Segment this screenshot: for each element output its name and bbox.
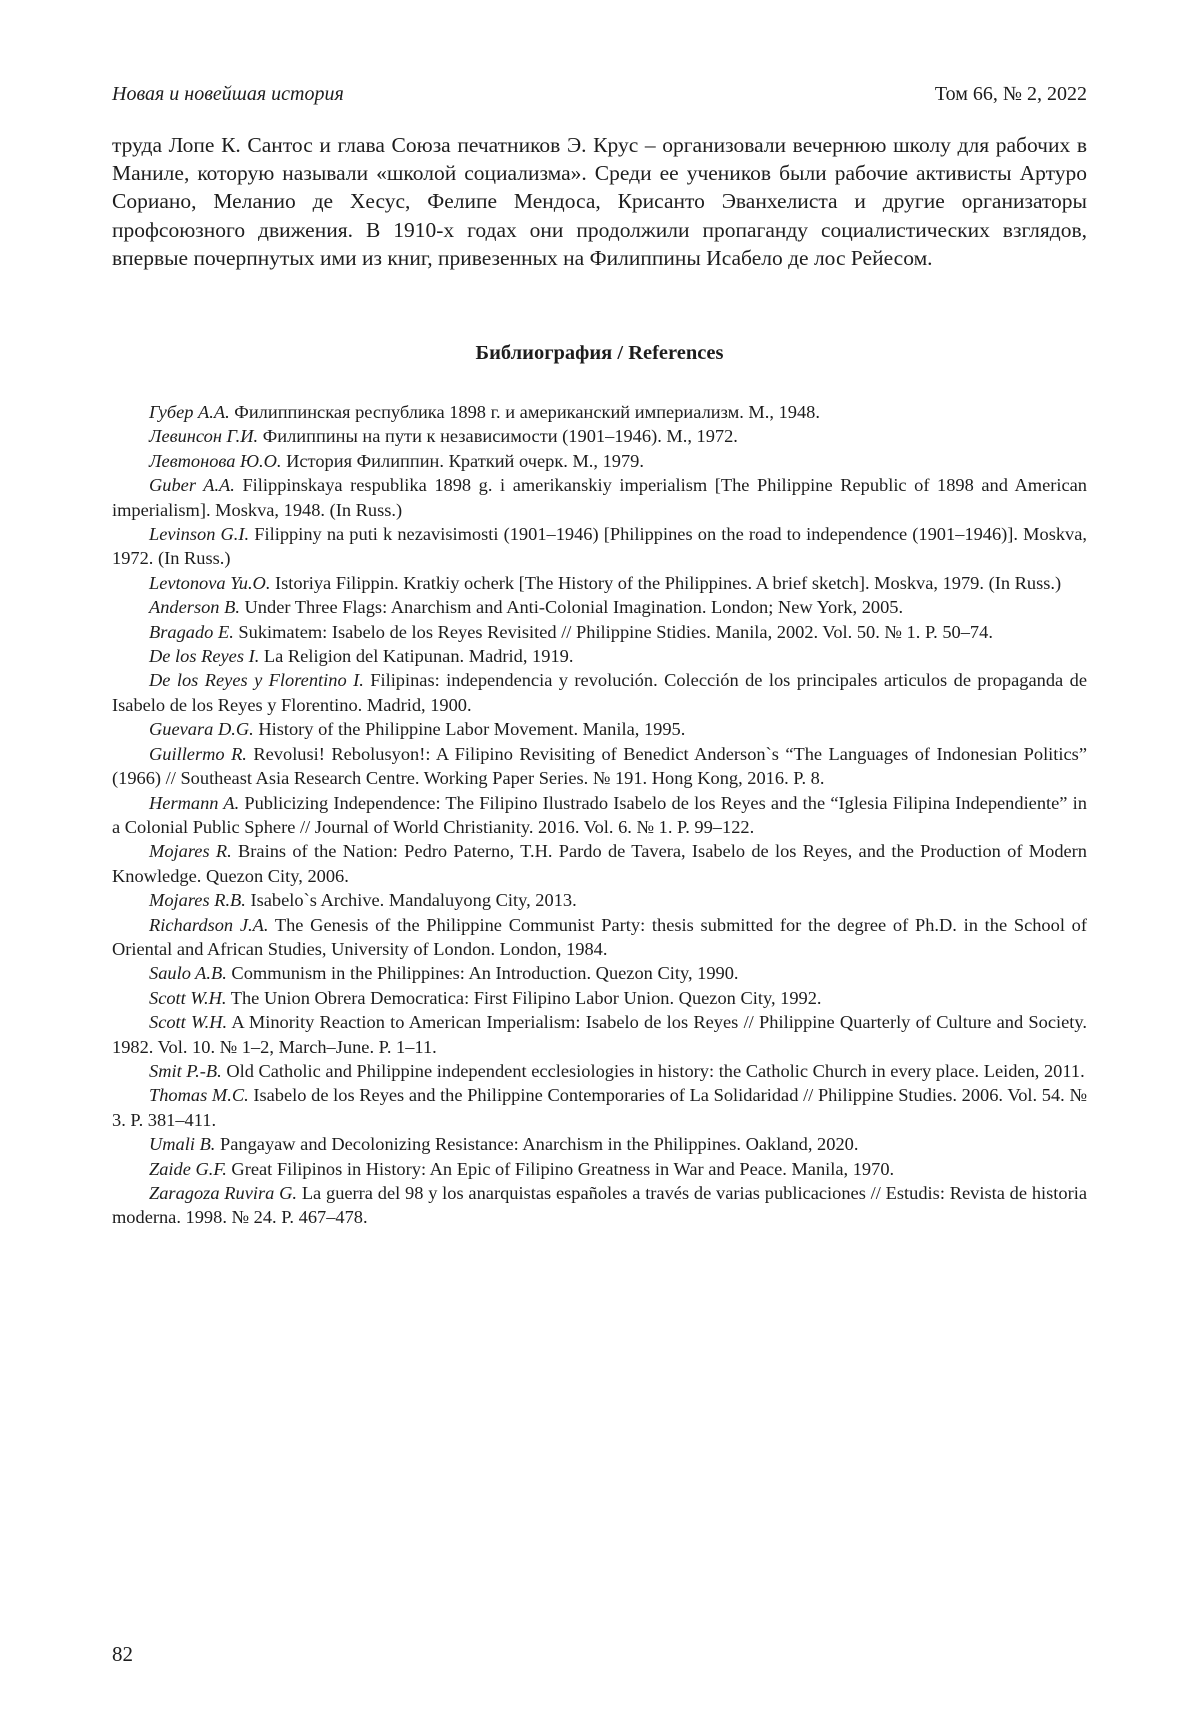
entry-text: Pangayaw and Decolonizing Resistance: Anarchism in the Philippines. Oakland, 2020. — [215, 1134, 858, 1154]
entry-author: Smit P.-B. — [149, 1061, 222, 1081]
entry-author: Guillermo R. — [149, 744, 247, 764]
bibliography-entry — [112, 888, 1087, 912]
entry-text: The Union Obrera Democratica: First Filipino Labor Union. Quezon City, 1992. — [226, 988, 821, 1008]
entry-author: Anderson B. — [149, 597, 240, 617]
entry-text: La Religion del Katipunan. Madrid, 1919. — [259, 646, 573, 666]
entry-text: Istoriya Filippin. Kratkiy ocherk [The History of the Philippines. A brief sketch]. Moskva, 1979. (In Russ.) — [270, 573, 1061, 593]
entry-text: History of the Philippine Labor Movement. Manila, 1995. — [254, 719, 686, 739]
entry-text: Isabelo`s Archive. Mandaluyong City, 2013. — [246, 890, 577, 910]
bibliography-entry — [112, 717, 1087, 741]
bibliography-entry — [112, 1157, 1087, 1181]
entry-text: Sukimatem: Isabelo de los Reyes Revisited // Philippine Stidies. Manila, 2002. Vol. 50. № 1. P. 50–74. — [234, 622, 993, 642]
entry-text: The Genesis of the Philippine Communist Party: thesis submitted for the degree of Ph.D. in the School of Oriental and African Studies, University of London. London, 1984. — [112, 915, 1087, 959]
bibliography-entry — [112, 522, 1087, 571]
journal-page — [0, 0, 1200, 1719]
running-head — [112, 80, 1087, 108]
body-paragraph: труда Лопе К. Сантос и глава Союза печатников Э. Крус – организовали вечернюю школу для рабочих в Маниле, которую называли «школой социализма». Среди ее учеников были рабочие активисты Артуро Сориано, Меланио де Хесус, Фелипе Мендоса, Крисанто Эванхелиста и другие организаторы профсоюзного движения. В 1910-х годах они продолжили пропаганду социалистических взглядов, впервые почерпнутых ими из книг, привезенных на Филиппины Исабело де лос Рейесом. — [112, 131, 1087, 272]
entry-text: Communism in the Philippines: An Introduction. Quezon City, 1990. — [227, 963, 739, 983]
entry-text: Филиппины на пути к независимости (1901–1946). М., 1972. — [258, 426, 738, 446]
bibliography-entry — [112, 400, 1087, 424]
bibliography-entry — [112, 1010, 1087, 1059]
entry-text: Brains of the Nation: Pedro Paterno, T.H. Pardo de Tavera, Isabelo de los Reyes, and the Production of Modern Knowledge. Quezon City, 2006. — [112, 841, 1087, 885]
bibliography-entry — [112, 1059, 1087, 1083]
bibliography-entry — [112, 571, 1087, 595]
bibliography-entry — [112, 986, 1087, 1010]
bibliography-entry — [112, 1132, 1087, 1156]
bibliography-entry — [112, 961, 1087, 985]
entry-author: Saulo A.B. — [149, 963, 227, 983]
entry-author: Umali B. — [149, 1134, 215, 1154]
bibliography-entry — [112, 473, 1087, 522]
bibliography-entry — [112, 424, 1087, 448]
entry-text: Filipinas: independencia y revolución. Colección de los principales articulos de propaganda de Isabelo de los Reyes y Florentino. Madrid, 1900. — [112, 670, 1087, 714]
entry-author: Levinson G.I. — [149, 524, 249, 544]
bibliography-entry — [112, 913, 1087, 962]
entry-author: De los Reyes y Florentino I. — [149, 670, 364, 690]
journal-name: Новая и новейшая история — [112, 80, 344, 108]
entry-author: Левтонова Ю.О. — [149, 451, 282, 471]
entry-author: Bragado E. — [149, 622, 234, 642]
bibliography-entry — [112, 1181, 1087, 1230]
entry-author: De los Reyes I. — [149, 646, 259, 666]
entry-author: Thomas M.C. — [149, 1085, 249, 1105]
bibliography-entry — [112, 620, 1087, 644]
entry-text: Isabelo de los Reyes and the Philippine Contemporaries of La Solidaridad // Philippine Studies. 2006. Vol. 54. № 3. P. 381–411. — [112, 1085, 1087, 1129]
entry-author: Mojares R. — [149, 841, 232, 861]
entry-author: Zaragoza Ruvira G. — [149, 1183, 297, 1203]
bibliography-entry — [112, 595, 1087, 619]
entry-text: Filippiny na puti k nezavisimosti (1901–1946) [Philippines on the road to independence (1901–1946)]. Moskva, 1972. (In Russ.) — [112, 524, 1087, 568]
entry-author: Levtonova Yu.O. — [149, 573, 270, 593]
bibliography-entry — [112, 791, 1087, 840]
page-number: 82 — [112, 1640, 133, 1668]
entry-text: A Minority Reaction to American Imperialism: Isabelo de los Reyes // Philippine Quarterly of Culture and Society. 1982. Vol. 10. № 1–2, March–June. P. 1–11. — [112, 1012, 1087, 1056]
entry-author: Scott W.H. — [149, 988, 226, 1008]
entry-text: Revolusi! Rebolusyon!: A Filipino Revisiting of Benedict Anderson`s “The Languages of Indonesian Politics” (1966) // Southeast Asia Research Centre. Working Paper Series. № 191. Hong Kong, 2016. P. 8. — [112, 744, 1087, 788]
entry-author: Guevara D.G. — [149, 719, 254, 739]
entry-author: Левинсон Г.И. — [149, 426, 258, 446]
entry-author: Zaide G.F. — [149, 1159, 227, 1179]
bibliography-entry — [112, 644, 1087, 668]
entry-text: Publicizing Independence: The Filipino Ilustrado Isabelo de los Reyes and the “Iglesia Filipina Independiente” in a Colonial Public Sphere // Journal of World Christianity. 2016. Vol. 6. № 1. P. 99–122. — [112, 793, 1087, 837]
bibliography-heading: Библиография / References — [112, 339, 1087, 367]
entry-author: Richardson J.A. — [149, 915, 268, 935]
entry-author: Губер А.А. — [149, 402, 230, 422]
entry-text: Old Catholic and Philippine independent ecclesiologies in history: the Catholic Church in every place. Leiden, 2011. — [222, 1061, 1085, 1081]
entry-author: Guber A.A. — [149, 475, 235, 495]
entry-text: Филиппинская республика 1898 г. и американский империализм. М., 1948. — [230, 402, 820, 422]
bibliography-entry — [112, 449, 1087, 473]
entry-author: Mojares R.B. — [149, 890, 246, 910]
entry-text: La guerra del 98 y los anarquistas españoles a través de varias publicaciones // Estudis: Revista de historia moderna. 1998. № 24. P. 467–478. — [112, 1183, 1087, 1227]
bibliography-list — [112, 400, 1087, 1230]
bibliography-entry — [112, 742, 1087, 791]
issue-info: Том 66, № 2, 2022 — [935, 80, 1087, 108]
entry-text: Great Filipinos in History: An Epic of Filipino Greatness in War and Peace. Manila, 1970. — [227, 1159, 894, 1179]
bibliography-entry — [112, 839, 1087, 888]
entry-author: Scott W.H. — [149, 1012, 227, 1032]
entry-author: Hermann A. — [149, 793, 239, 813]
entry-text: Under Three Flags: Anarchism and Anti-Colonial Imagination. London; New York, 2005. — [240, 597, 903, 617]
entry-text: Filippinskaya respublika 1898 g. i amerikanskiy imperialism [The Philippine Republic of 1898 and American imperialism]. Moskva, 1948. (In Russ.) — [112, 475, 1087, 519]
bibliography-entry — [112, 1083, 1087, 1132]
bibliography-entry — [112, 668, 1087, 717]
entry-text: История Филиппин. Краткий очерк. М., 1979. — [282, 451, 644, 471]
